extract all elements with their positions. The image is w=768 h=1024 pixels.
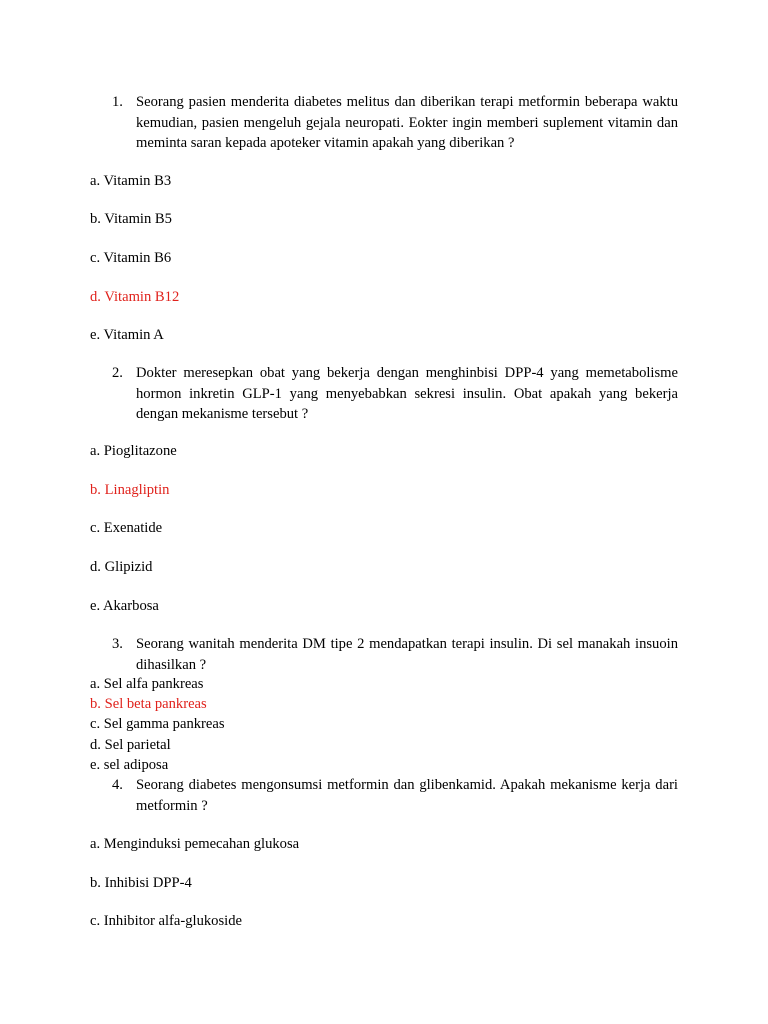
option-3b-answer: b. Sel beta pankreas	[90, 696, 207, 712]
question-number: 2.	[112, 365, 123, 381]
option-4b: b. Inhibisi DPP-4	[90, 875, 192, 891]
option-3d: d. Sel parietal	[90, 737, 171, 753]
option-1a: a. Vitamin B3	[90, 173, 172, 189]
option-4a: a. Menginduksi pemecahan glukosa	[90, 836, 300, 852]
option-3a: a. Sel alfa pankreas	[90, 676, 204, 692]
option-2b-answer: b. Linagliptin	[90, 482, 170, 498]
question-3	[112, 634, 678, 675]
option-3c: c. Sel gamma pankreas	[90, 716, 225, 732]
option-1e: e. Vitamin A	[90, 327, 164, 343]
option-1d-answer: d. Vitamin B12	[90, 289, 180, 305]
question-number: 4.	[112, 777, 123, 793]
question-text: Seorang diabetes mengonsumsi metformin dan glibenkamid. Apakah mekanisme kerja dari metformin ?	[136, 777, 678, 814]
option-2e: e. Akarbosa	[90, 598, 159, 614]
question-1	[112, 92, 678, 154]
question-4	[112, 775, 678, 816]
question-number: 3.	[112, 636, 123, 652]
question-text: Seorang pasien menderita diabetes melitus dan diberikan terapi metformin beberapa waktu kemudian, pasien mengeluh gejala neuropati. Eokter ingin memberi suplement vitamin dan meminta saran kepada apoteker vitamin apakah yang diberikan ?	[136, 94, 678, 151]
option-4c: c. Inhibitor alfa-glukoside	[90, 913, 242, 929]
option-1b: b. Vitamin B5	[90, 211, 172, 227]
question-text: Dokter meresepkan obat yang bekerja dengan menghinbisi DPP-4 yang memetabolisme hormon inkretin GLP-1 yang menyebabkan sekresi insulin. Obat apakah yang bekerja dengan mekanisme tersebut ?	[136, 365, 678, 422]
option-1c: c. Vitamin B6	[90, 250, 172, 266]
option-2c: c. Exenatide	[90, 520, 163, 536]
question-number: 1.	[112, 94, 123, 110]
question-text: Seorang wanitah menderita DM tipe 2 mendapatkan terapi insulin. Di sel manakah insuoin dihasilkan ?	[136, 636, 678, 673]
option-3e: e. sel adiposa	[90, 757, 169, 773]
question-2	[112, 363, 678, 425]
option-2d: d. Glipizid	[90, 559, 153, 575]
option-2a: a. Pioglitazone	[90, 443, 177, 459]
